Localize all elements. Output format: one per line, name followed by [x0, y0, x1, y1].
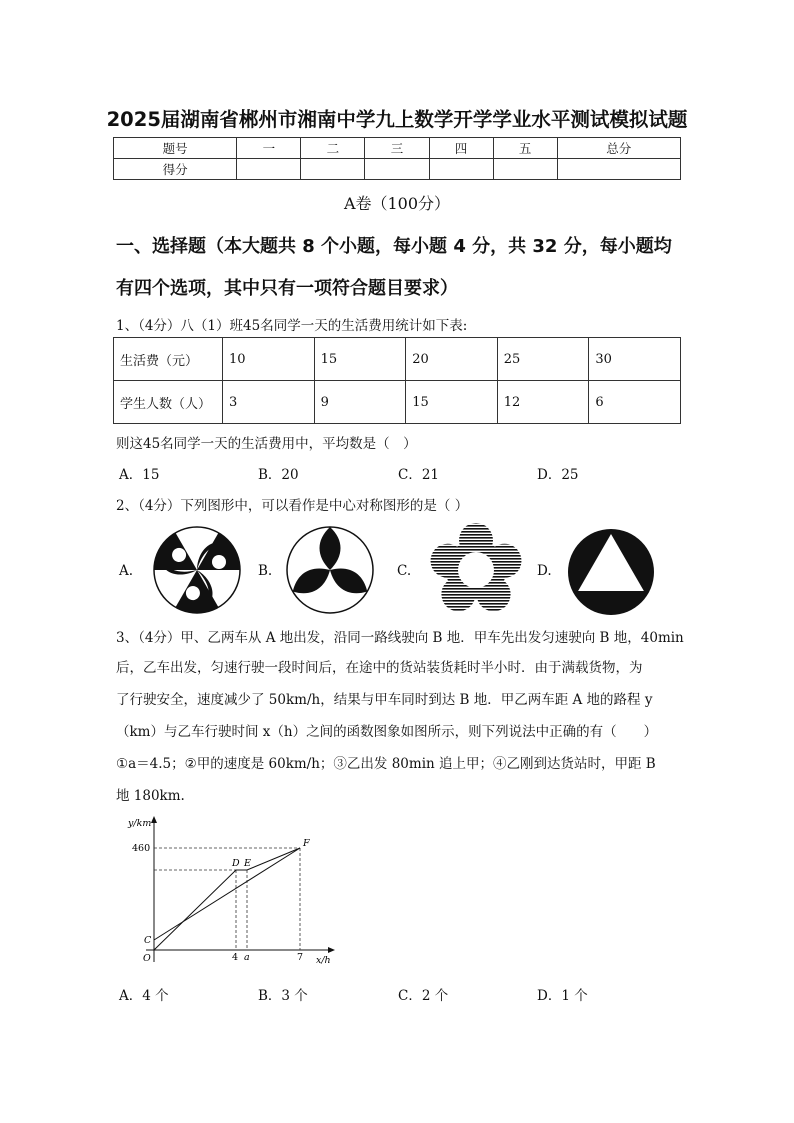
q1-cell: 15: [406, 381, 498, 424]
q3-stem-line1: 3、（4分）甲、乙两车从 A 地出发，沿同一路线驶向 B 地．甲车先出发匀速驶向 B 地，40min: [116, 630, 684, 646]
q1-option-c[interactable]: C．21: [398, 467, 440, 483]
graph-point-c: C: [144, 935, 152, 946]
q1-table-row: [114, 381, 681, 424]
q1-data-table: [113, 337, 681, 424]
graph-x-tick-4: 4: [232, 952, 239, 963]
score-header-cell: 总分: [557, 138, 680, 159]
q2-figure-d-triangle-in-circle-icon[interactable]: [566, 527, 656, 617]
score-header-cell: 题号: [114, 138, 237, 159]
q1-option-d[interactable]: D．25: [537, 467, 579, 483]
score-header-cell: 三: [365, 138, 429, 159]
q3-option-d[interactable]: D．1 个: [537, 988, 588, 1004]
section-heading-line2: 有四个选项，其中只有一项符合题目要求）: [116, 278, 458, 299]
score-header-cell: 一: [237, 138, 301, 159]
q1-cell: 30: [589, 338, 681, 381]
q1-question: 则这45名同学一天的生活费用中，平均数是（ ）: [116, 436, 417, 452]
q3-stem-line5: ①a＝4.5；②甲的速度是 60km/h；③乙出发 80min 追上甲；④乙刚到达货站时，甲距 B: [116, 756, 656, 772]
q1-cell: 15: [314, 338, 406, 381]
q2-figure-a-triskele-icon[interactable]: [152, 525, 242, 615]
q1-table-row: [114, 338, 681, 381]
q2-option-a-label[interactable]: A.: [119, 563, 134, 579]
score-header-cell: 四: [429, 138, 493, 159]
q3-stem-line2: 后，乙车出发，匀速行驶一段时间后，在途中的货站装货耗时半小时．由于满载货物，为: [116, 660, 643, 676]
graph-point-f: F: [303, 838, 310, 849]
q2-figure-c-striped-flower-icon[interactable]: [428, 522, 524, 618]
score-input-cell[interactable]: [557, 159, 680, 180]
section-heading-line1: 一、选择题（本大题共 8 个小题，每小题 4 分，共 32 分，每小题均: [116, 236, 672, 257]
score-table-score-row: [114, 159, 681, 180]
q1-cell: 3: [223, 381, 315, 424]
graph-x-tick-a: a: [244, 952, 250, 963]
q2-stem: 2、（4分）下列图形中，可以看作是中心对称图形的是（ ）: [116, 498, 469, 514]
q1-cell: 12: [497, 381, 589, 424]
score-input-cell[interactable]: [365, 159, 429, 180]
q3-stem-line6: 地 180km.: [116, 788, 185, 804]
score-input-cell[interactable]: [493, 159, 557, 180]
score-input-cell[interactable]: [237, 159, 301, 180]
q3-option-b[interactable]: B．3 个: [258, 988, 308, 1004]
score-table-header-row: [114, 138, 681, 159]
paper-part-heading: A卷（100分）: [343, 194, 451, 213]
q1-cell: 25: [497, 338, 589, 381]
q2-option-c-label[interactable]: C.: [397, 563, 412, 579]
exam-title: 2025届湖南省郴州市湘南中学九上数学开学学业水平测试模拟试题: [106, 108, 688, 131]
q1-row-label: 学生人数（人）: [114, 381, 223, 424]
graph-x-axis-label: x/h: [316, 955, 331, 966]
q3-stem-line3: 了行驶安全，速度减少了 50km/h，结果与甲车同时到达 B 地．甲乙两车距 A 地的路程 y: [116, 692, 653, 708]
score-table: [113, 137, 681, 180]
q1-option-a[interactable]: A．15: [119, 467, 160, 483]
q3-stem-line4: （km）与乙车行驶时间 x（h）之间的函数图象如图所示，则下列说法中正确的有（ ）: [116, 724, 658, 740]
graph-x-tick-7: 7: [297, 952, 304, 963]
q1-row-label: 生活费（元）: [114, 338, 223, 381]
q3-option-a[interactable]: A．4 个: [119, 988, 169, 1004]
score-input-cell[interactable]: [301, 159, 365, 180]
q1-cell: 9: [314, 381, 406, 424]
q1-cell: 6: [589, 381, 681, 424]
q1-cell: 20: [406, 338, 498, 381]
graph-y-axis-label: y/km: [128, 818, 152, 829]
graph-point-d: D: [232, 858, 240, 869]
score-header-cell: 五: [493, 138, 557, 159]
score-input-cell[interactable]: [429, 159, 493, 180]
graph-point-o: O: [143, 953, 151, 964]
graph-point-e: E: [244, 858, 251, 869]
q2-option-b-label[interactable]: B.: [258, 563, 273, 579]
graph-y-tick-460: 460: [132, 843, 151, 854]
q1-stem: 1、（4分）八（1）班45名同学一天的生活费用统计如下表:: [116, 318, 468, 334]
q1-option-b[interactable]: B．20: [258, 467, 299, 483]
q2-figure-b-three-petal-icon[interactable]: [285, 525, 375, 615]
q3-distance-time-graph: [116, 812, 340, 972]
q2-option-d-label[interactable]: D.: [537, 563, 552, 579]
score-row-label: 得分: [114, 159, 237, 180]
score-header-cell: 二: [301, 138, 365, 159]
q3-option-c[interactable]: C．2 个: [398, 988, 449, 1004]
q1-cell: 10: [223, 338, 315, 381]
